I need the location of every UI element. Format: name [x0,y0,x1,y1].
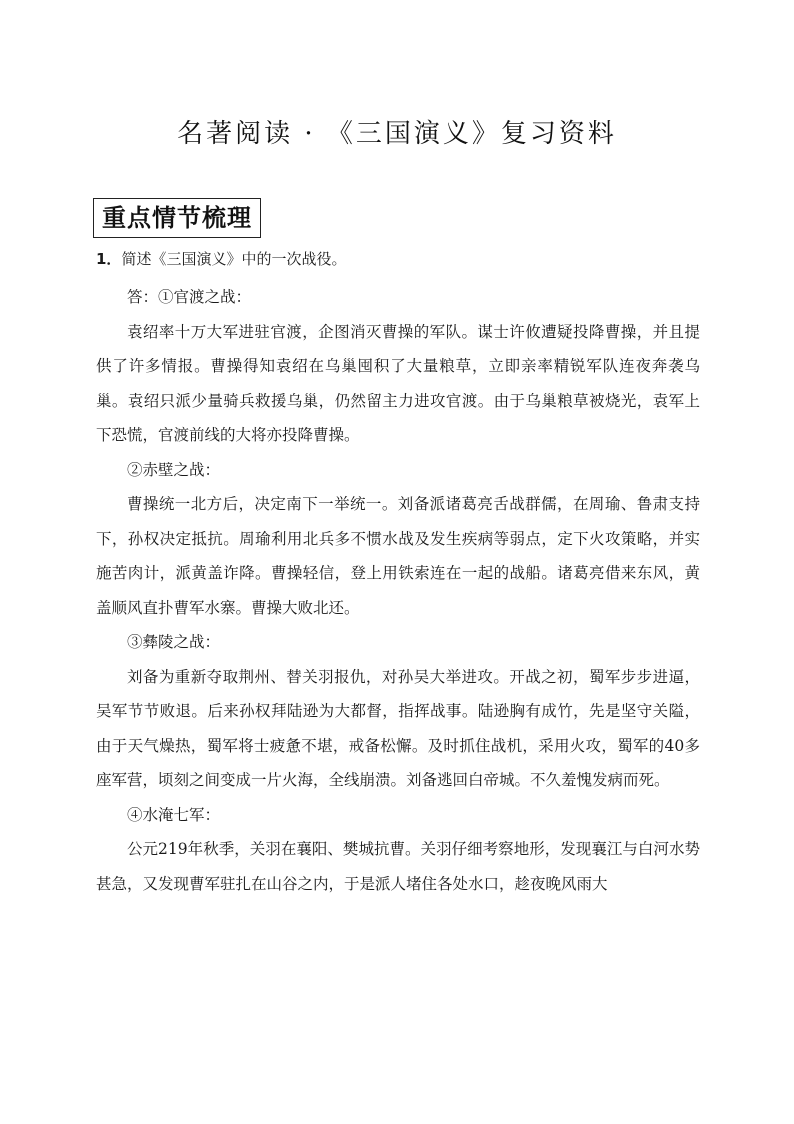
paragraph-guandu: 袁绍率十万大军进驻官渡，企图消灭曹操的军队。谋士许攸遭疑投降曹操，并且提供了许多情报。曹操得知袁绍在乌巢囤积了大量粮草，立即亲率精锐军队连夜奔袭乌巢。袁绍只派少量骑兵救援乌巢，仍然留主力进攻官渡。由于乌巢粮草被烧光，袁军上下恐慌，官渡前线的大将亦投降曹操。 [96,322,700,444]
paragraph-chibi: 曹操统一北方后，决定南下一举统一。刘备派诸葛亮舌战群儒，在周瑜、鲁肃支持下，孙权决定抵抗。周瑜利用北兵多不惯水战及发生疾病等弱点，定下火攻策略，并实施苦肉计，派黄盖诈降。曹操轻信，登上用铁索连在一起的战船。诸葛亮借来东风，黄盖顺风直扑曹军水寨。曹操大败北还。 [96,495,700,617]
answer-body [96,280,700,901]
paragraph-shuiyan: 公元219年秋季，关羽在襄阳、樊城抗曹。关羽仔细考察地形，发现襄江与白河水势甚急，又发现曹军驻扎在山谷之内，于是派人堵住各处水口，趁夜晚风雨大 [96,840,700,893]
question-text: 简述《三国演义》中的一次战役。 [121,250,347,268]
subheading-yiling: ③彝陵之战： [127,633,221,651]
question-number: 1． [96,250,122,268]
document-title: 名著阅读 · 《三国演义》复习资料 [177,119,617,149]
section-heading: 重点情节梳理 [93,198,261,238]
paragraph-yiling: 刘备为重新夺取荆州、替关羽报仇，对孙吴大举进攻。开战之初，蜀军步步进逼，吴军节节败退。后来孙权拜陆逊为大都督，指挥战事。陆逊胸有成竹，先是坚守关隘，由于天气燥热，蜀军将士疲惫不堪，戒备松懈。及时抓住战机，采用火攻，蜀军的40多座军营，顷刻之间变成一片火海，全线崩溃。刘备逃回白帝城。不久羞愧发病而死。 [96,667,700,789]
subheading-chibi: ②赤壁之战： [127,460,221,479]
answer-intro: 答：①官渡之战： [127,288,252,306]
subheading-shuiyan: ④水淹七军： [127,805,221,824]
question [96,244,346,274]
